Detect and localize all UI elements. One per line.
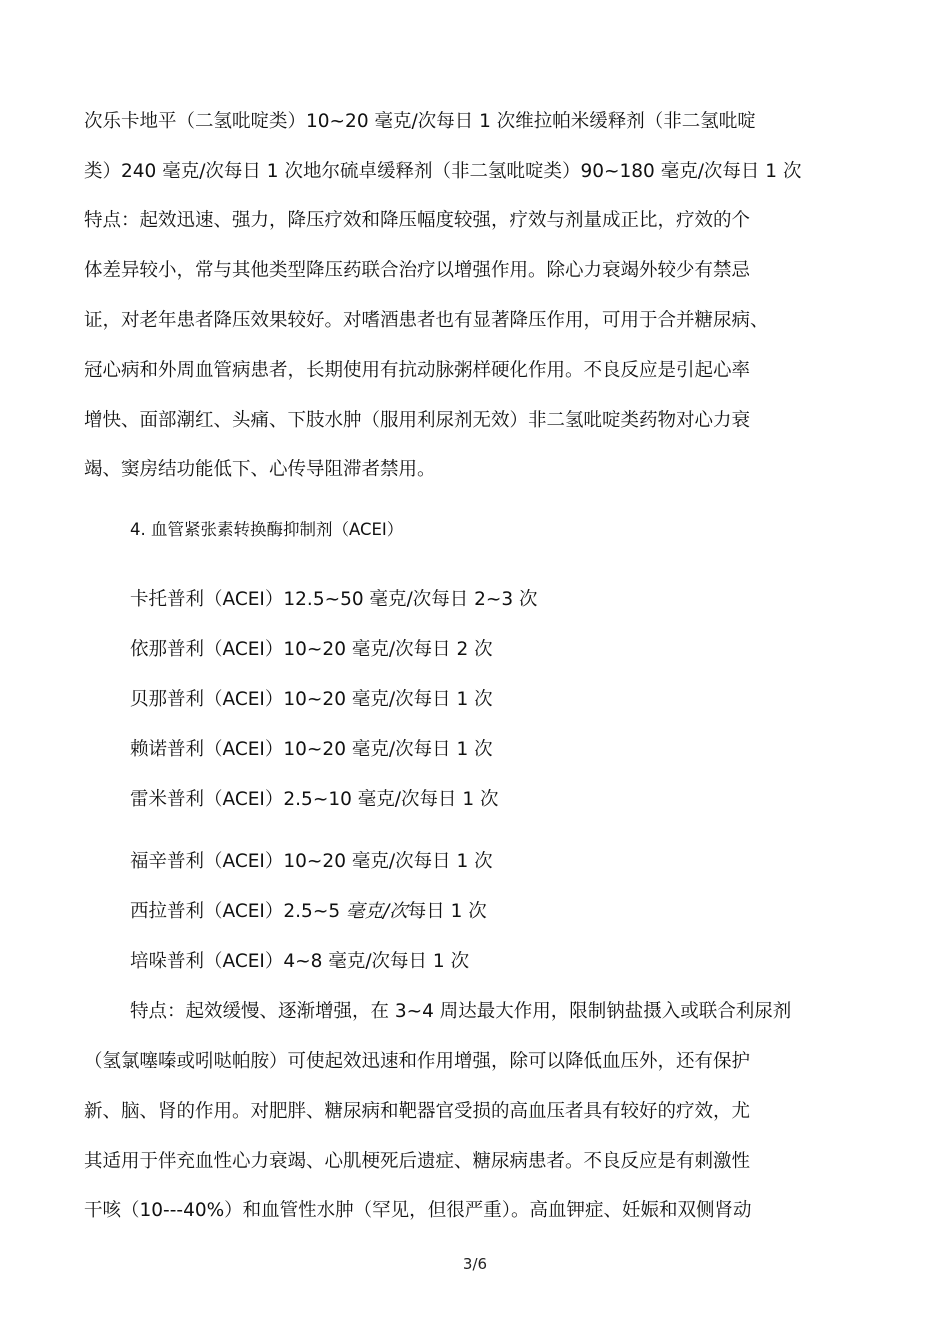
drug-item-lisinopril: 赖诺普利（ACEI）10~20 毫克/次每日 1 次: [130, 739, 493, 760]
body-text-line: 类）240 毫克/次每日 1 次地尔硫卓缓释剂（非二氢吡啶类）90~180 毫克/次每日 1 次: [84, 161, 802, 182]
body-text-line: 竭、窦房结功能低下、心传导阻滞者禁用。: [84, 459, 436, 480]
drug-item-perindopril: 培哚普利（ACEI）4~8 毫克/次每日 1 次: [130, 951, 470, 972]
body-text-line: 体差异较小，常与其他类型降压药联合治疗以增强作用。除心力衰竭外较少有禁忌: [84, 260, 751, 281]
body-text-line: （氢氯噻嗪或吲哒帕胺）可使起效迅速和作用增强，除可以降低血压外，还有保护: [84, 1051, 751, 1072]
body-text-line: 增快、面部潮红、头痛、下肢水肿（服用利尿剂无效）非二氢吡啶类药物对心力衰: [84, 410, 751, 431]
drug-item-cilazapril-prefix: 西拉普利（ACEI）2.5~5: [130, 901, 346, 922]
drug-item-benazepril: 贝那普利（ACEI）10~20 毫克/次每日 1 次: [130, 689, 493, 710]
drug-item-fosinopril: 福辛普利（ACEI）10~20 毫克/次每日 1 次: [130, 851, 493, 872]
body-text-line: 冠心病和外周血管病患者，长期使用有抗动脉粥样硬化作用。不良反应是引起心率: [84, 360, 751, 381]
drug-item-ramipril: 雷米普利（ACEI）2.5~10 毫克/次每日 1 次: [130, 789, 499, 810]
drug-item-cilazapril-suffix: 每日 1 次: [407, 901, 487, 922]
body-text-line: 证，对老年患者降压效果较好。对嗜酒患者也有显著降压作用，可用于合并糖尿病、: [84, 310, 769, 331]
body-text-line: 干咳（10---40%）和血管性水肿（罕见，但很严重）。高血钾症、妊娠和双侧肾动: [84, 1200, 752, 1221]
body-text-line: 特点：起效迅速、强力，降压疗效和降压幅度较强，疗效与剂量成正比，疗效的个: [84, 210, 751, 231]
drug-item-enalapril: 依那普利（ACEI）10~20 毫克/次每日 2 次: [130, 639, 493, 660]
body-text-line: 特点：起效缓慢、逐渐增强，在 3~4 周达最大作用，限制钠盐摄入或联合利尿剂: [130, 1001, 792, 1022]
drug-item-cilazapril: [130, 900, 487, 924]
drug-item-captopril: 卡托普利（ACEI）12.5~50 毫克/次每日 2~3 次: [130, 589, 538, 610]
drug-item-cilazapril-unit: 毫克/次: [345, 901, 408, 922]
body-text-line: 次乐卡地平（二氢吡啶类）10~20 毫克/次每日 1 次维拉帕米缓释剂（非二氢吡啶: [84, 111, 756, 132]
body-text-line: 其适用于伴充血性心力衰竭、心肌梗死后遗症、糖尿病患者。不良反应是有刺激性: [84, 1151, 751, 1172]
section-heading: 4. 血管紧张素转换酶抑制剂（ACEI）: [130, 520, 404, 539]
page-number: 3/6: [462, 1255, 488, 1273]
body-text-line: 新、脑、肾的作用。对肥胖、糖尿病和靶器官受损的高血压者具有较好的疗效，尤: [84, 1101, 751, 1122]
